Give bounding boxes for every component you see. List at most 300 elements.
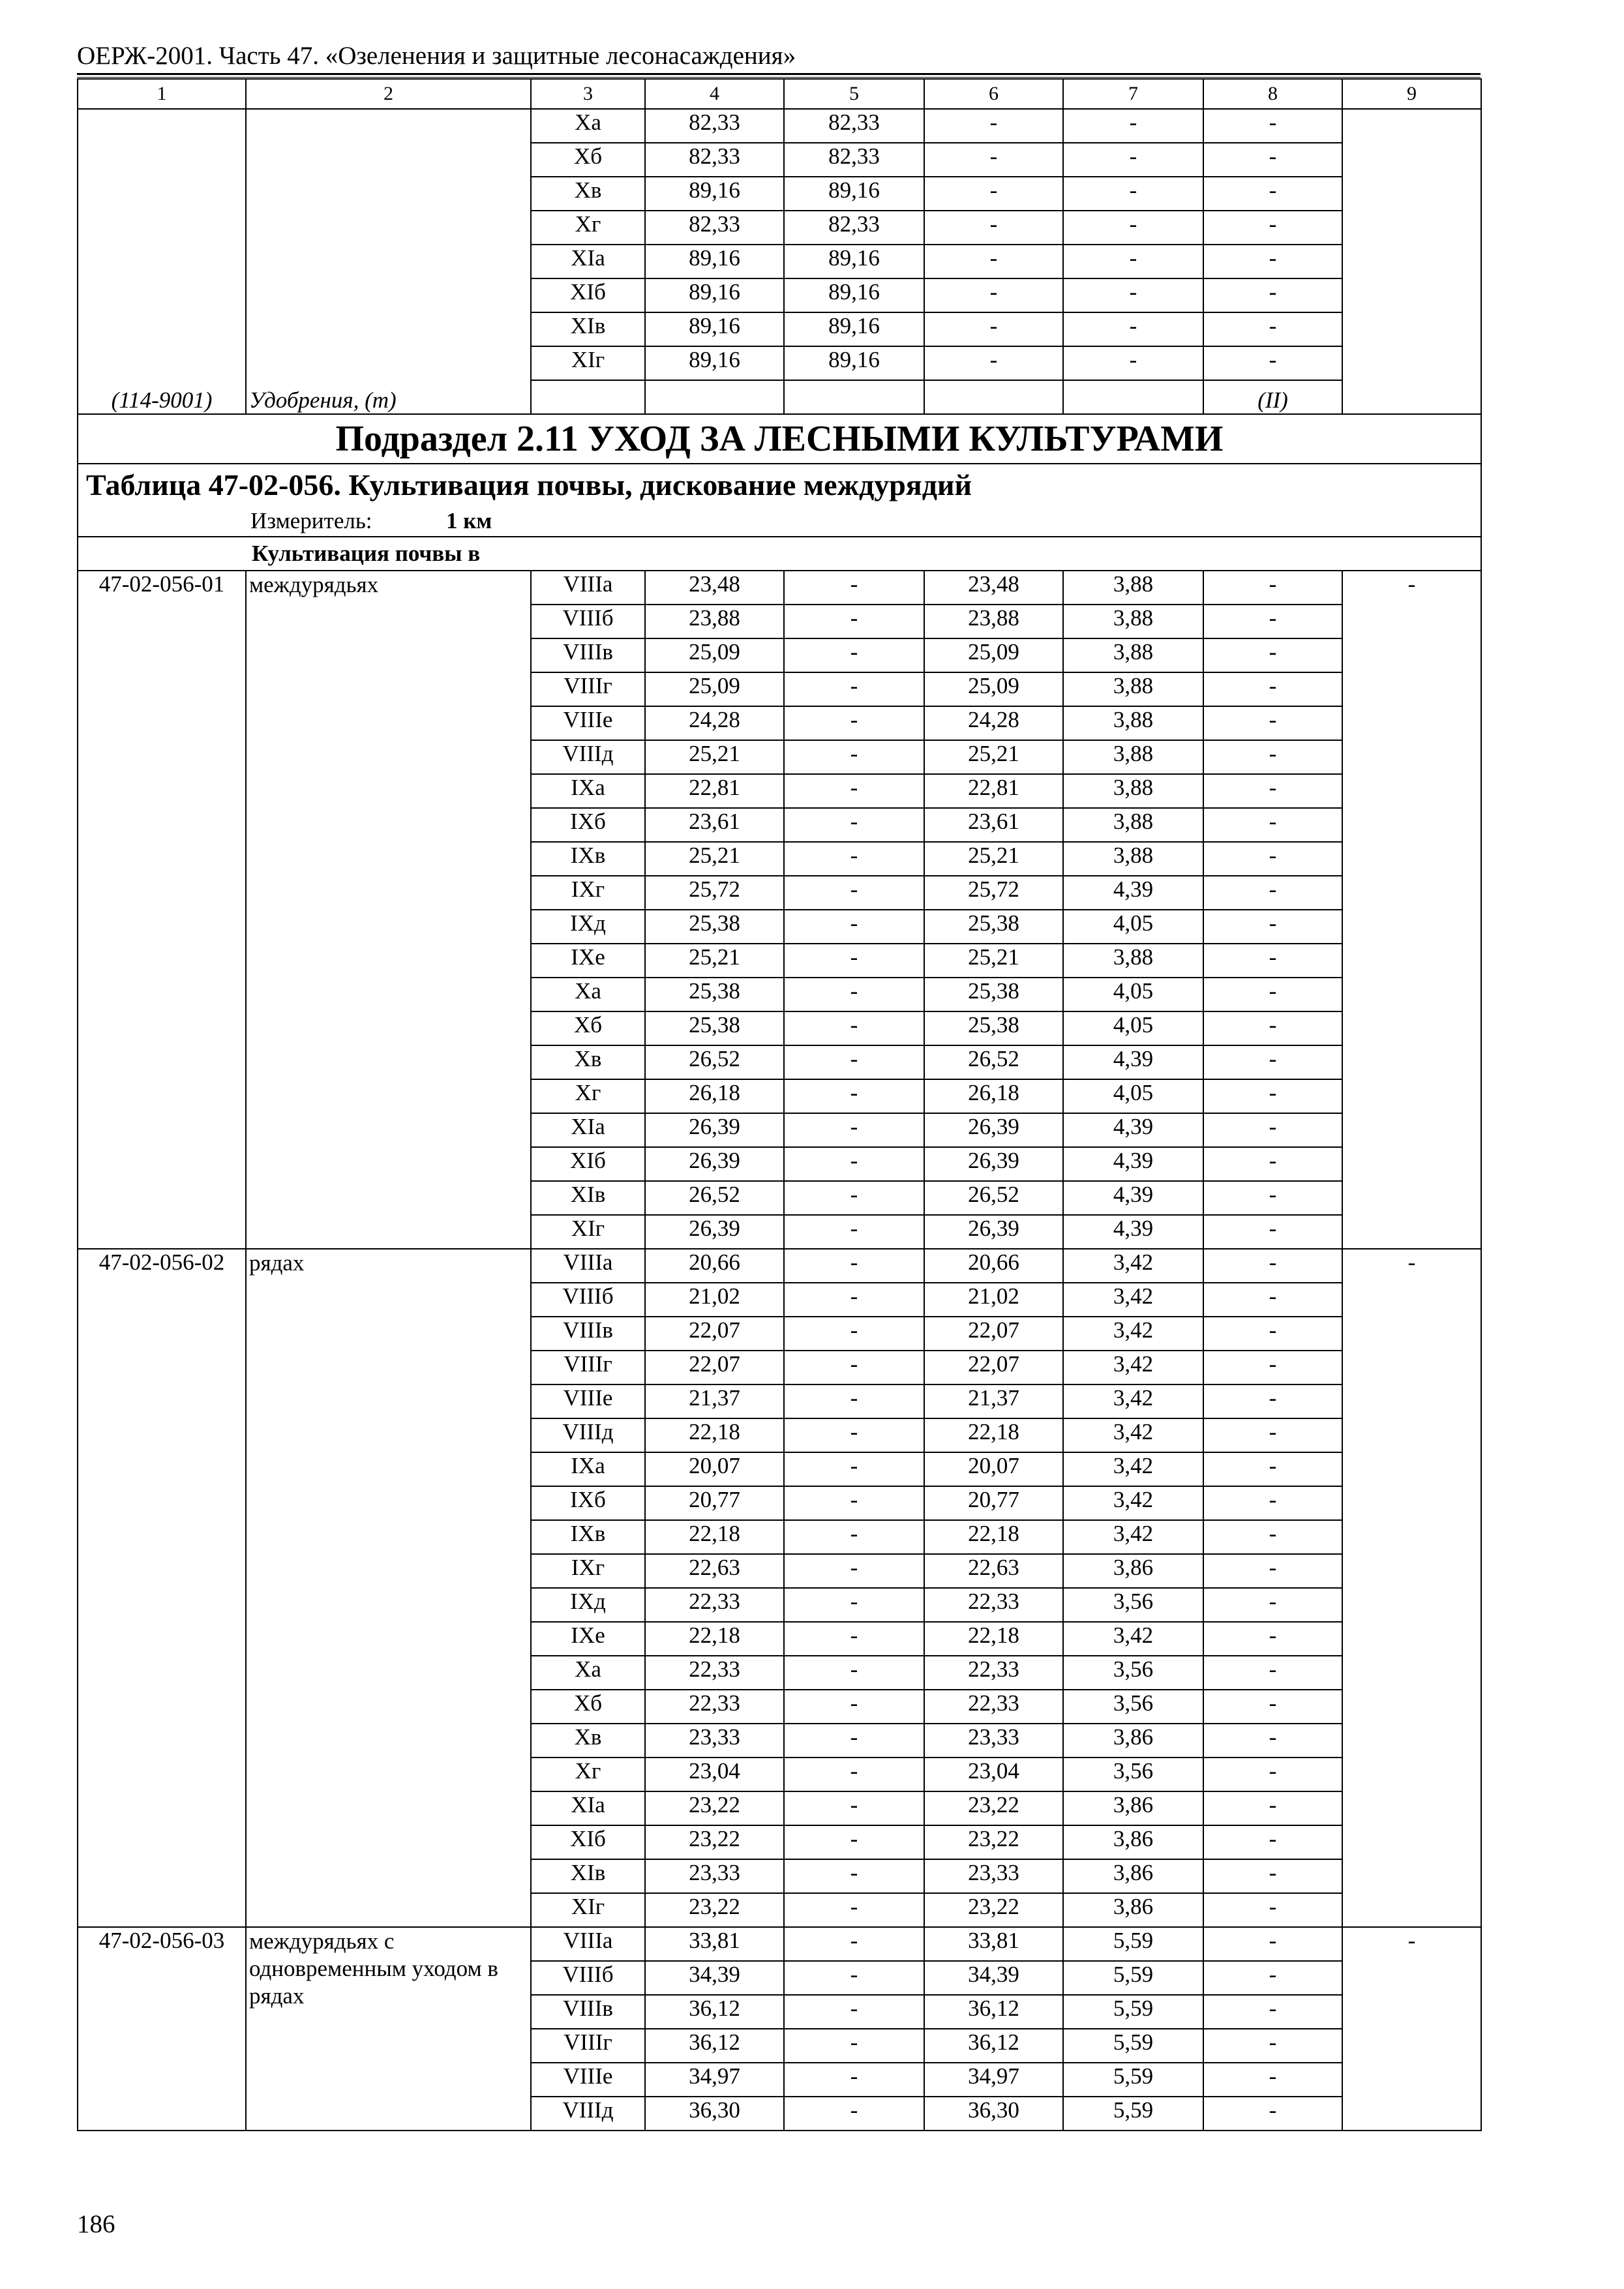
value-cell: - (784, 1622, 924, 1656)
value-cell: - (1203, 1656, 1342, 1690)
value-cell: - (1203, 1011, 1342, 1045)
empty-cell (531, 380, 645, 414)
value-cell: 26,18 (645, 1079, 784, 1113)
value-cell: - (924, 211, 1063, 245)
value-cell: 25,38 (645, 910, 784, 944)
value-cell: 23,22 (645, 1825, 784, 1859)
prev-name-cell: Удобрения, (т) (246, 109, 531, 414)
value-cell: - (784, 1317, 924, 1351)
value-cell: - (1203, 605, 1342, 638)
table-title-row (78, 464, 1481, 506)
value-cell: 3,56 (1063, 1690, 1203, 1724)
header-rule-thin (77, 77, 1481, 78)
value-cell: 26,39 (924, 1147, 1063, 1181)
value-cell: 3,88 (1063, 638, 1203, 672)
zone-cell: VIIIа (531, 1927, 645, 1961)
empty-cell (1063, 380, 1203, 414)
value-cell: - (1203, 808, 1342, 842)
value-cell: 23,61 (924, 808, 1063, 842)
value-cell: 89,16 (784, 312, 924, 346)
value-cell: - (1203, 1249, 1342, 1283)
value-cell: - (784, 1079, 924, 1113)
unit-row (78, 506, 1481, 537)
value-cell: 89,16 (645, 278, 784, 312)
value-cell: - (784, 808, 924, 842)
zone-cell: Xг (531, 1079, 645, 1113)
value-cell: 3,42 (1063, 1384, 1203, 1418)
value-cell: 5,59 (1063, 1961, 1203, 1995)
value-cell: 26,52 (645, 1181, 784, 1215)
zone-cell: IXб (531, 1486, 645, 1520)
value-cell: 33,81 (924, 1927, 1063, 1961)
value-cell: 3,88 (1063, 605, 1203, 638)
value-cell: - (1203, 1113, 1342, 1147)
value-cell: - (1203, 1859, 1342, 1893)
col9-cell: - (1342, 571, 1481, 1249)
value-cell: - (1203, 1384, 1342, 1418)
value-cell: - (784, 2097, 924, 2131)
header-rule (77, 73, 1481, 75)
value-cell: 3,88 (1063, 774, 1203, 808)
value-cell: - (784, 842, 924, 876)
zone-cell: XIа (531, 1113, 645, 1147)
value-cell: - (1063, 143, 1203, 177)
table-row (78, 109, 1481, 143)
value-cell: 89,16 (784, 245, 924, 278)
value-cell: - (1203, 1825, 1342, 1859)
value-cell: 4,39 (1063, 1215, 1203, 1249)
zone-cell: VIIIв (531, 1317, 645, 1351)
value-cell: - (784, 1384, 924, 1418)
value-cell: 34,39 (645, 1961, 784, 1995)
value-cell: 4,39 (1063, 1113, 1203, 1147)
value-cell: - (784, 978, 924, 1011)
value-cell: - (1063, 211, 1203, 245)
value-cell: - (784, 1825, 924, 1859)
work-name-cell: рядах (246, 1249, 531, 1927)
zone-cell: VIIIг (531, 672, 645, 706)
value-cell: 20,77 (645, 1486, 784, 1520)
value-cell: 22,33 (924, 1690, 1063, 1724)
value-cell: 5,59 (1063, 1995, 1203, 2029)
value-cell: - (1203, 109, 1342, 143)
value-cell: 23,48 (924, 571, 1063, 605)
zone-cell: XIг (531, 1215, 645, 1249)
value-cell: 26,39 (924, 1215, 1063, 1249)
value-cell: - (1063, 312, 1203, 346)
value-cell: - (784, 638, 924, 672)
value-cell: - (1063, 346, 1203, 380)
value-cell: 23,88 (645, 605, 784, 638)
value-cell: 26,52 (924, 1045, 1063, 1079)
value-cell: - (1203, 944, 1342, 978)
value-cell: 3,42 (1063, 1418, 1203, 1452)
code-cell: 47-02-056-03 (78, 1927, 246, 2131)
value-cell: 23,22 (924, 1791, 1063, 1825)
value-cell: - (784, 910, 924, 944)
code-cell: 47-02-056-02 (78, 1249, 246, 1927)
value-cell: 25,09 (924, 638, 1063, 672)
zone-cell: VIIIб (531, 1283, 645, 1317)
value-cell: 89,16 (645, 346, 784, 380)
value-cell: 3,88 (1063, 740, 1203, 774)
value-cell: 34,97 (645, 2063, 784, 2097)
zone-cell: VIIIе (531, 2063, 645, 2097)
zone-cell: IXа (531, 774, 645, 808)
value-cell: - (924, 109, 1063, 143)
value-cell: 82,33 (645, 211, 784, 245)
col9-cell: - (1342, 1249, 1481, 1927)
zone-cell: Xб (531, 143, 645, 177)
value-cell: 20,66 (924, 1249, 1063, 1283)
value-cell: 23,88 (924, 605, 1063, 638)
value-cell: 25,38 (645, 1011, 784, 1045)
value-cell: - (1203, 1588, 1342, 1622)
zone-cell: Xа (531, 978, 645, 1011)
zone-cell: VIIIд (531, 1418, 645, 1452)
value-cell: 20,07 (645, 1452, 784, 1486)
value-cell: - (1063, 109, 1203, 143)
value-cell: 22,33 (645, 1690, 784, 1724)
value-cell: 22,07 (924, 1317, 1063, 1351)
value-cell: 3,56 (1063, 1758, 1203, 1791)
value-cell: 22,33 (924, 1656, 1063, 1690)
value-cell: 3,86 (1063, 1724, 1203, 1758)
value-cell: 25,09 (645, 638, 784, 672)
zone-cell: IXа (531, 1452, 645, 1486)
value-cell: 24,28 (924, 706, 1063, 740)
value-cell: 4,05 (1063, 910, 1203, 944)
value-cell: 89,16 (784, 278, 924, 312)
value-cell: 24,28 (645, 706, 784, 740)
value-cell: 26,39 (645, 1113, 784, 1147)
column-number: 5 (784, 79, 924, 109)
zone-cell: VIIIб (531, 1961, 645, 1995)
value-cell: 36,12 (645, 1995, 784, 2029)
value-cell: 3,42 (1063, 1317, 1203, 1351)
value-cell: 23,22 (645, 1791, 784, 1825)
value-cell: - (784, 1554, 924, 1588)
zone-cell: Xа (531, 1656, 645, 1690)
value-cell: 4,39 (1063, 1045, 1203, 1079)
value-cell: 34,39 (924, 1961, 1063, 1995)
zone-cell: VIIIд (531, 740, 645, 774)
value-cell: - (784, 1181, 924, 1215)
value-cell: 22,07 (645, 1351, 784, 1384)
value-cell: 23,48 (645, 571, 784, 605)
value-cell: 22,18 (645, 1418, 784, 1452)
zone-cell: Xг (531, 211, 645, 245)
value-cell: 4,39 (1063, 1147, 1203, 1181)
value-cell: 22,18 (924, 1520, 1063, 1554)
value-cell: 89,16 (645, 177, 784, 211)
zone-cell: XIв (531, 1859, 645, 1893)
value-cell: 89,16 (645, 312, 784, 346)
value-cell: 3,42 (1063, 1283, 1203, 1317)
zone-cell: VIIIд (531, 2097, 645, 2131)
zone-cell: XIб (531, 278, 645, 312)
value-cell: 4,39 (1063, 1181, 1203, 1215)
value-cell: - (1203, 1724, 1342, 1758)
column-number: 1 (78, 79, 246, 109)
value-cell: - (1203, 2097, 1342, 2131)
value-cell: 3,56 (1063, 1656, 1203, 1690)
value-cell: 25,38 (924, 910, 1063, 944)
value-cell: 5,59 (1063, 2029, 1203, 2063)
value-cell: 21,02 (924, 1283, 1063, 1317)
zone-cell: VIIIг (531, 2029, 645, 2063)
value-cell: - (1203, 245, 1342, 278)
value-cell: - (1203, 1452, 1342, 1486)
value-cell: 3,88 (1063, 842, 1203, 876)
value-cell: 23,04 (645, 1758, 784, 1791)
subsection-row (78, 414, 1481, 464)
value-cell: - (924, 312, 1063, 346)
value-cell: - (1203, 978, 1342, 1011)
column-number: 8 (1203, 79, 1342, 109)
value-cell: 23,04 (924, 1758, 1063, 1791)
value-cell: - (1203, 1791, 1342, 1825)
value-cell: 3,56 (1063, 1588, 1203, 1622)
value-cell: 26,52 (645, 1045, 784, 1079)
value-cell: - (1203, 740, 1342, 774)
value-cell: 23,33 (924, 1724, 1063, 1758)
value-cell: 36,12 (645, 2029, 784, 2063)
value-cell: - (1203, 706, 1342, 740)
value-cell: 22,63 (924, 1554, 1063, 1588)
zone-cell: XIв (531, 312, 645, 346)
value-cell: 20,07 (924, 1452, 1063, 1486)
value-cell: 23,22 (924, 1825, 1063, 1859)
zone-cell: XIг (531, 1893, 645, 1927)
value-cell: 82,33 (645, 143, 784, 177)
value-cell: 25,38 (645, 978, 784, 1011)
value-cell: - (784, 1486, 924, 1520)
value-cell: 22,63 (645, 1554, 784, 1588)
value-cell: 82,33 (645, 109, 784, 143)
value-cell: - (784, 774, 924, 808)
zone-cell: Xв (531, 1045, 645, 1079)
value-cell: - (1203, 1486, 1342, 1520)
value-cell: - (1203, 312, 1342, 346)
zone-cell: IXб (531, 808, 645, 842)
value-cell: - (924, 278, 1063, 312)
value-cell: - (784, 1690, 924, 1724)
value-cell: 82,33 (784, 143, 924, 177)
value-cell: 3,88 (1063, 808, 1203, 842)
value-cell: - (1063, 177, 1203, 211)
value-cell: - (1203, 278, 1342, 312)
value-cell: 20,66 (645, 1249, 784, 1283)
value-cell: 3,42 (1063, 1452, 1203, 1486)
zone-cell: IXд (531, 1588, 645, 1622)
value-cell: 22,33 (645, 1656, 784, 1690)
value-cell: 23,33 (645, 1724, 784, 1758)
empty-cell (645, 380, 784, 414)
value-cell: - (924, 177, 1063, 211)
value-cell: - (1203, 1181, 1342, 1215)
value-cell: 23,22 (924, 1893, 1063, 1927)
value-cell: - (1203, 1961, 1342, 1995)
value-cell: - (1063, 278, 1203, 312)
value-cell: 25,21 (645, 740, 784, 774)
value-cell: 25,09 (924, 672, 1063, 706)
value-cell: - (784, 1588, 924, 1622)
value-cell: - (784, 1418, 924, 1452)
value-cell: - (1203, 1554, 1342, 1588)
value-cell: 25,72 (924, 876, 1063, 910)
value-cell: 22,33 (924, 1588, 1063, 1622)
zone-cell: IXе (531, 1622, 645, 1656)
value-cell: - (784, 1249, 924, 1283)
value-cell: 22,18 (645, 1622, 784, 1656)
value-cell: - (1203, 1418, 1342, 1452)
value-cell: 3,86 (1063, 1859, 1203, 1893)
zone-cell: IXе (531, 944, 645, 978)
value-cell: 3,88 (1063, 571, 1203, 605)
value-cell: - (784, 740, 924, 774)
group-label: Культивация почвы в (78, 537, 1481, 571)
value-cell: - (1203, 1317, 1342, 1351)
value-cell: 3,42 (1063, 1622, 1203, 1656)
value-cell: 22,07 (924, 1351, 1063, 1384)
value-cell: - (1203, 211, 1342, 245)
zone-cell: Xа (531, 109, 645, 143)
value-cell: 3,42 (1063, 1351, 1203, 1384)
value-cell: 33,81 (645, 1927, 784, 1961)
value-cell: - (1203, 1927, 1342, 1961)
value-cell: - (784, 571, 924, 605)
value-cell: - (1203, 2063, 1342, 2097)
zone-cell: VIIIг (531, 1351, 645, 1384)
column-number: 4 (645, 79, 784, 109)
value-cell: 3,86 (1063, 1791, 1203, 1825)
unit-value: 1 км (446, 508, 492, 533)
zone-cell: Xв (531, 177, 645, 211)
column-number-row (78, 79, 1481, 109)
value-cell: - (924, 346, 1063, 380)
table-row (78, 571, 1481, 605)
table-row (78, 1927, 1481, 1961)
value-cell: - (784, 1859, 924, 1893)
value-cell: - (784, 1215, 924, 1249)
value-cell: 36,30 (924, 2097, 1063, 2131)
zone-cell: Xб (531, 1011, 645, 1045)
code-cell: 47-02-056-01 (78, 571, 246, 1249)
value-cell: 3,86 (1063, 1825, 1203, 1859)
value-cell: 34,97 (924, 2063, 1063, 2097)
prev-code-cell: (114-9001) (78, 109, 246, 414)
value-cell: 21,37 (924, 1384, 1063, 1418)
value-cell: - (1203, 1995, 1342, 2029)
value-cell: - (784, 1351, 924, 1384)
value-cell: 89,16 (784, 346, 924, 380)
value-cell: - (1203, 876, 1342, 910)
value-cell: - (924, 143, 1063, 177)
work-name-cell: междурядьях с одновременным уходом в рядах (246, 1927, 531, 2131)
table-body (78, 79, 1481, 2131)
value-cell: 26,39 (645, 1147, 784, 1181)
value-cell: - (784, 1113, 924, 1147)
value-cell: 22,18 (924, 1622, 1063, 1656)
value-cell: - (1203, 1893, 1342, 1927)
value-cell: 3,86 (1063, 1893, 1203, 1927)
value-cell: - (784, 1452, 924, 1486)
value-cell: - (784, 706, 924, 740)
value-cell: - (784, 2029, 924, 2063)
value-cell: - (1203, 774, 1342, 808)
value-cell: 4,05 (1063, 1011, 1203, 1045)
value-cell: - (1203, 1520, 1342, 1554)
value-cell: - (784, 1045, 924, 1079)
value-cell: 5,59 (1063, 2097, 1203, 2131)
value-cell: 5,59 (1063, 2063, 1203, 2097)
value-cell: - (784, 1011, 924, 1045)
value-cell: - (784, 605, 924, 638)
value-cell: - (784, 1283, 924, 1317)
value-cell: 23,33 (645, 1859, 784, 1893)
value-cell: - (1203, 1351, 1342, 1384)
column-number: 2 (246, 79, 531, 109)
column-number: 9 (1342, 79, 1481, 109)
value-cell: 25,21 (924, 842, 1063, 876)
value-cell: - (784, 2063, 924, 2097)
value-cell: 3,88 (1063, 944, 1203, 978)
value-cell: 36,12 (924, 2029, 1063, 2063)
value-cell: - (784, 1927, 924, 1961)
value-cell: 5,59 (1063, 1927, 1203, 1961)
value-cell: 26,39 (924, 1113, 1063, 1147)
value-cell: 3,88 (1063, 672, 1203, 706)
value-cell: 3,42 (1063, 1249, 1203, 1283)
rates-table (77, 78, 1482, 2131)
value-cell: - (1203, 571, 1342, 605)
zone-cell: XIг (531, 346, 645, 380)
zone-cell: IXг (531, 876, 645, 910)
empty-cell (784, 380, 924, 414)
value-cell: - (1203, 1045, 1342, 1079)
value-cell: 25,21 (924, 740, 1063, 774)
zone-cell: VIIIа (531, 1249, 645, 1283)
value-cell: 22,07 (645, 1317, 784, 1351)
prev-footer-c8: (II) (1203, 380, 1342, 414)
unit-cell (78, 506, 1481, 537)
empty-cell (924, 380, 1063, 414)
zone-cell: IXв (531, 842, 645, 876)
value-cell: - (784, 672, 924, 706)
value-cell: - (1203, 910, 1342, 944)
zone-cell: VIIIб (531, 605, 645, 638)
value-cell: 25,72 (645, 876, 784, 910)
unit-label: Измеритель: (250, 508, 372, 533)
value-cell: - (784, 1995, 924, 2029)
value-cell: 3,42 (1063, 1520, 1203, 1554)
value-cell: - (784, 1961, 924, 1995)
value-cell: 21,37 (645, 1384, 784, 1418)
col9-cell (1342, 109, 1481, 414)
value-cell: - (784, 1791, 924, 1825)
zone-cell: XIа (531, 1791, 645, 1825)
value-cell: - (784, 1656, 924, 1690)
value-cell: 23,22 (645, 1893, 784, 1927)
value-cell: - (1203, 1690, 1342, 1724)
zone-cell: VIIIв (531, 638, 645, 672)
value-cell: 26,52 (924, 1181, 1063, 1215)
value-cell: 89,16 (784, 177, 924, 211)
value-cell: - (1203, 177, 1342, 211)
value-cell: - (1203, 1079, 1342, 1113)
value-cell: 25,38 (924, 1011, 1063, 1045)
